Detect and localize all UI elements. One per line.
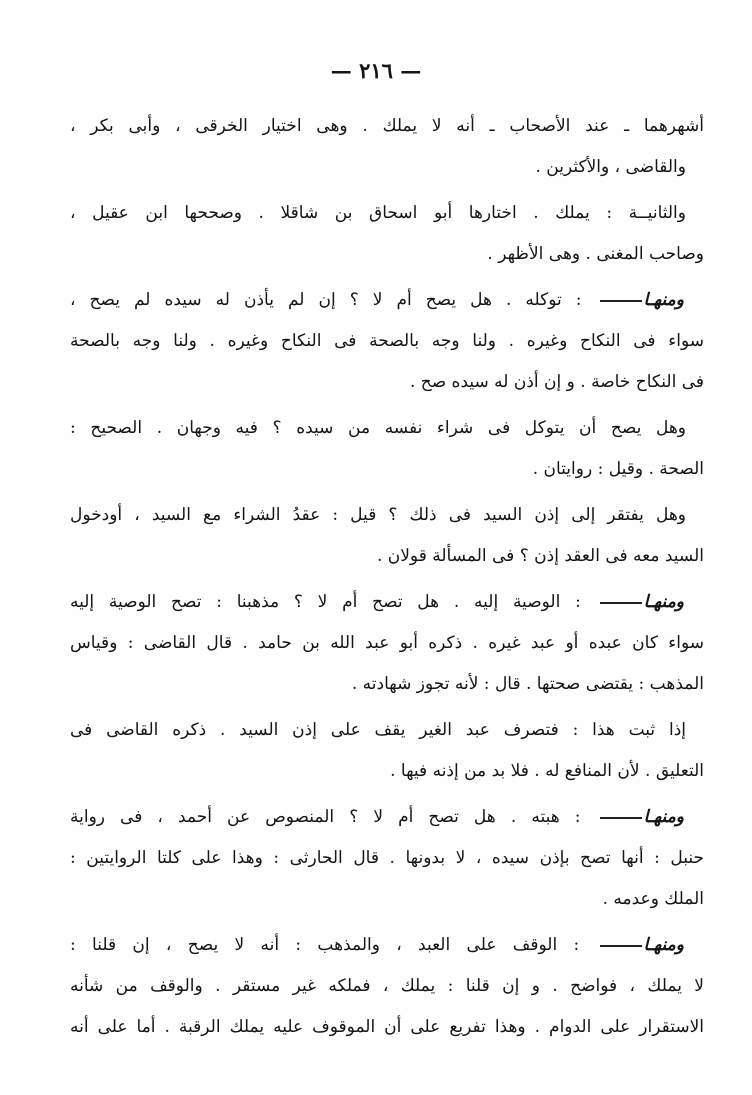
line-text: سواء كان عبده أو عبد غيره . ذكره أبو عبد الله بن حامد . قال القاضى : وقياس	[70, 633, 704, 653]
line-text: السيد معه فى العقد إذن ؟ فى المسألة قولان .	[376, 546, 704, 566]
line-text: : هبته . هل تصح أم لا ؟ المنصوص عن أحمد ، فى رواية	[70, 807, 581, 827]
text-line	[70, 1007, 704, 1048]
line-text: المذهب : يقتضى صحتها . قال : لأنه تجوز شهادته .	[351, 674, 704, 694]
issue-marker: ومنهـا	[596, 280, 686, 321]
text-line	[70, 797, 704, 838]
line-text: التعليق . لأن المنافع له . فلا بد من إذنه فيها .	[390, 761, 704, 781]
text-line	[70, 449, 704, 490]
text-line	[70, 321, 704, 362]
text-line	[70, 147, 704, 188]
page-body	[70, 106, 704, 1048]
line-text: الملك وعدمه .	[602, 889, 704, 909]
text-line	[70, 966, 704, 1007]
line-text: الاستقرار على الدوام . وهذا تفريع على أن الموقوف عليه يملك الرقبة . أما على أنه	[70, 1017, 704, 1037]
line-text: والقاضى ، والأكثرين .	[535, 157, 686, 177]
line-text: فى النكاح خاصة . و إن أذن له سيده صح .	[409, 372, 704, 392]
text-line	[70, 106, 704, 147]
line-text: لا يملك ، فواضح . و إن قلنا : يملك ، فملكه غير مستقر . والوقف من شأنه	[70, 976, 704, 996]
issue-marker: ومنهـا	[596, 582, 686, 623]
line-text: والثانيــة : يملك . اختارها أبو اسحاق بن شاقلا . وصححها ابن عقيل ،	[70, 203, 686, 223]
line-text: حنبل : أنها تصح بإذن سيده ، لا بدونها . قال الحارثى : وهذا على كلتا الروايتين :	[70, 848, 704, 868]
line-text: وصاحب المغنى . وهى الأظهر .	[487, 244, 704, 264]
text-line	[70, 838, 704, 879]
text-line	[70, 623, 704, 664]
text-line	[70, 879, 704, 920]
text-line	[70, 495, 704, 536]
line-text: وهل يفتقر إلى إذن السيد فى ذلك ؟ قيل : عقدُ الشراء مع السيد ، أودخول	[70, 505, 686, 525]
text-line	[70, 234, 704, 275]
text-line	[70, 582, 704, 623]
issue-marker: ومنهـا	[596, 797, 686, 838]
line-text: الصحة . وقيل : روايتان .	[532, 459, 704, 479]
line-text: : الوصية إليه . هل تصح أم لا ؟ مذهبنا : تصح الوصية إليه	[70, 592, 581, 612]
text-line	[70, 408, 704, 449]
text-line	[70, 710, 704, 751]
issue-marker: ومنهـا	[596, 925, 686, 966]
text-line	[70, 193, 704, 234]
line-text: : الوقف على العبد ، والمذهب : أنه لا يصح ، إن قلنا :	[70, 935, 580, 955]
text-line	[70, 664, 704, 705]
text-line	[70, 536, 704, 577]
line-text: إذا ثبت هذا : فتصرف عبد الغير يقف على إذن السيد . ذكره القاضى فى	[70, 720, 686, 740]
line-text: وهل يصح أن يتوكل فى شراء نفسه من سيده ؟ فيه وجهان . الصحيح :	[70, 418, 686, 438]
text-line	[70, 280, 704, 321]
line-text: سواء فى النكاح وغيره . ولنا وجه بالصحة فى النكاح وغيره . ولنا وجه بالصحة	[70, 331, 704, 351]
text-line	[70, 362, 704, 403]
page-number: — ٢١٦ —	[330, 58, 422, 83]
text-line	[70, 751, 704, 792]
line-text: أشهرهما ـ عند الأصحاب ـ أنه لا يملك . وهى اختيار الخرقى ، وأبى بكر ،	[70, 116, 704, 136]
line-text: : توكله . هل يصح أم لا ؟ إن لم يأذن له سيده لم يصح ،	[70, 290, 582, 310]
text-line	[70, 925, 704, 966]
